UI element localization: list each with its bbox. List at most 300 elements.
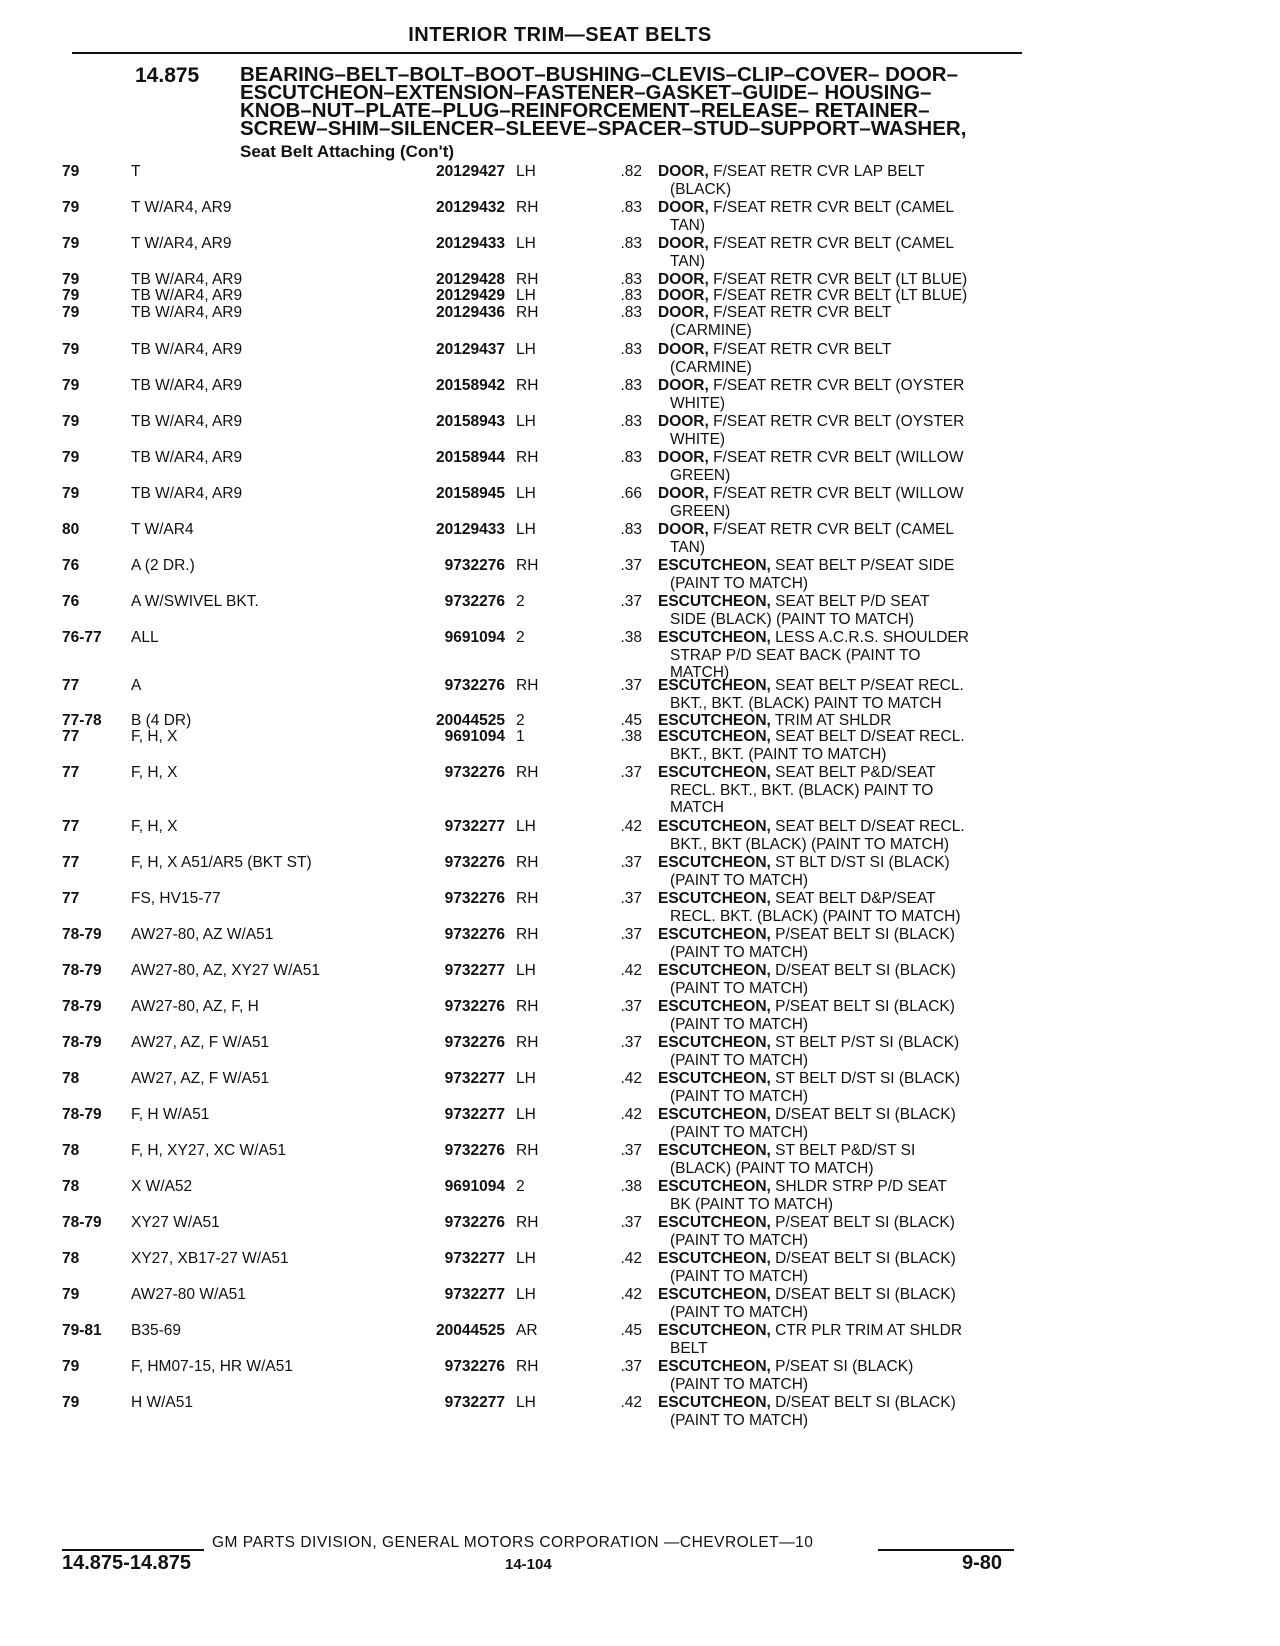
row-description	[658, 1322, 1020, 1357]
row-model: F, H, XY27, XC W/A51	[131, 1142, 287, 1159]
row-item-name: ESCUTCHEON,	[658, 1070, 771, 1087]
row-desc-line: SEAT BELT P/SEAT RECL.	[775, 677, 964, 694]
row-year: 79	[62, 449, 80, 466]
row-year: 79	[62, 1358, 80, 1375]
row-part-number: 9732277	[444, 818, 505, 835]
table-row	[0, 557, 1280, 597]
table-row	[0, 1286, 1280, 1326]
row-price: .37	[620, 677, 642, 694]
table-row	[0, 998, 1280, 1038]
row-quantity: 2	[516, 712, 525, 729]
table-row	[0, 1250, 1280, 1290]
row-model: AW27-80 W/A51	[131, 1286, 246, 1303]
row-model: B (4 DR)	[131, 712, 192, 729]
row-part-number: 20129437	[436, 341, 505, 358]
row-desc-line: F/SEAT RETR CVR BELT (LT BLUE)	[713, 287, 968, 304]
row-part-number: 20158943	[436, 413, 505, 430]
row-part-number: 9732276	[444, 1214, 505, 1231]
row-quantity: LH	[516, 818, 536, 835]
row-year: 77	[62, 890, 80, 907]
table-row	[0, 341, 1280, 381]
row-quantity: LH	[516, 485, 536, 502]
row-desc-line: (PAINT TO MATCH)	[670, 574, 809, 592]
row-desc-line: (PAINT TO MATCH)	[670, 1303, 809, 1321]
row-desc-line: RECL. BKT. (BLACK) (PAINT TO MATCH)	[670, 907, 961, 925]
table-row	[0, 1178, 1280, 1218]
row-part-number: 9732276	[444, 1034, 505, 1051]
row-desc-line: (PAINT TO MATCH)	[670, 979, 809, 997]
row-desc-line: P/SEAT BELT SI (BLACK)	[775, 998, 955, 1015]
row-quantity: LH	[516, 1394, 536, 1411]
row-part-number: 9732276	[444, 890, 505, 907]
row-desc-line: SEAT BELT P/SEAT SIDE	[775, 557, 955, 574]
footer-rule-right	[878, 1549, 1014, 1551]
row-desc-line: F/SEAT RETR CVR BELT (CAMEL	[713, 521, 954, 538]
table-row	[0, 818, 1280, 858]
row-year: 79	[62, 341, 80, 358]
row-description	[658, 1178, 1020, 1213]
row-model: X W/A52	[131, 1178, 193, 1195]
row-item-name: DOOR,	[658, 485, 709, 502]
row-model: F, HM07-15, HR W/A51	[131, 1358, 293, 1375]
row-price: .37	[620, 593, 642, 610]
footer-date: 9-80	[962, 1552, 1003, 1574]
row-part-number: 9691094	[444, 629, 505, 646]
footer-publisher: GM PARTS DIVISION, GENERAL MOTORS CORPORATION —CHEVROLET—10	[212, 1534, 814, 1551]
row-quantity: LH	[516, 1070, 536, 1087]
row-part-number: 9732277	[444, 1286, 505, 1303]
row-year: 78-79	[62, 926, 102, 943]
row-model: TB W/AR4, AR9	[131, 413, 243, 430]
row-model: AW27-80, AZ, XY27 W/A51	[131, 962, 320, 979]
row-desc-line: F/SEAT RETR CVR BELT (WILLOW	[713, 449, 964, 466]
row-desc-line: TRIM AT SHLDR	[774, 712, 892, 729]
row-desc-line: D/SEAT BELT SI (BLACK)	[775, 1394, 956, 1411]
row-price: .83	[620, 521, 642, 538]
row-quantity: 2	[516, 593, 525, 610]
row-price: .38	[620, 1178, 642, 1195]
row-item-name: DOOR,	[658, 235, 709, 252]
row-model: TB W/AR4, AR9	[131, 341, 243, 358]
table-row	[0, 1142, 1280, 1182]
row-part-number: 20158945	[436, 485, 505, 502]
table-row	[0, 1394, 1280, 1434]
table-row	[0, 1214, 1280, 1254]
row-desc-line: (PAINT TO MATCH)	[670, 871, 809, 889]
row-part-number: 20044525	[436, 712, 505, 729]
row-description	[658, 413, 1020, 448]
row-desc-line: ST BELT D/ST SI (BLACK)	[775, 1070, 961, 1087]
row-quantity: LH	[516, 1250, 536, 1267]
row-price: .83	[620, 304, 642, 321]
row-price: .83	[620, 449, 642, 466]
row-item-name: DOOR,	[658, 377, 709, 394]
row-part-number: 9691094	[444, 728, 505, 745]
row-description	[658, 926, 1020, 961]
row-description	[658, 235, 1020, 270]
row-desc-line: (PAINT TO MATCH)	[670, 1051, 809, 1069]
row-description	[658, 449, 1020, 484]
table-row	[0, 854, 1280, 894]
row-part-number: 20129433	[436, 521, 505, 538]
row-part-number: 20044525	[436, 1322, 505, 1339]
row-item-name: ESCUTCHEON,	[658, 1106, 771, 1123]
row-desc-line: SHLDR STRP P/D SEAT	[775, 1178, 947, 1195]
row-model: TB W/AR4, AR9	[131, 449, 243, 466]
row-item-name: ESCUTCHEON,	[658, 1394, 771, 1411]
row-item-name: ESCUTCHEON,	[658, 557, 771, 574]
title-rule	[72, 52, 1022, 54]
row-part-number: 20129428	[436, 271, 505, 288]
row-desc-line: BK (PAINT TO MATCH)	[670, 1195, 834, 1213]
row-model: FS, HV15-77	[131, 890, 221, 907]
row-item-name: ESCUTCHEON,	[658, 593, 771, 610]
row-description	[658, 271, 1020, 289]
row-year: 80	[62, 521, 80, 538]
row-price: .83	[620, 271, 642, 288]
table-row	[0, 890, 1280, 930]
row-desc-line: WHITE)	[670, 430, 726, 448]
row-price: .37	[620, 1214, 642, 1231]
row-desc-line: (PAINT TO MATCH)	[670, 1267, 809, 1285]
section-subtitle: Seat Belt Attaching (Con't)	[240, 142, 455, 161]
row-price: .83	[620, 287, 642, 304]
row-part-number: 9732277	[444, 962, 505, 979]
row-desc-line: MATCH	[670, 799, 724, 816]
row-desc-line: RECL. BKT., BKT. (BLACK) PAINT TO	[670, 781, 934, 799]
row-part-number: 20129433	[436, 235, 505, 252]
row-price: .83	[620, 235, 642, 252]
row-description	[658, 998, 1020, 1033]
row-desc-line: F/SEAT RETR CVR BELT (OYSTER	[713, 377, 965, 394]
row-desc-line: F/SEAT RETR CVR BELT (CAMEL	[713, 199, 954, 216]
row-part-number: 20129427	[436, 163, 505, 180]
row-desc-line: STRAP P/D SEAT BACK (PAINT TO	[670, 646, 921, 664]
row-year: 79	[62, 1286, 80, 1303]
row-quantity: RH	[516, 998, 539, 1015]
row-year: 77	[62, 818, 80, 835]
row-item-name: ESCUTCHEON,	[658, 998, 771, 1015]
row-model: T W/AR4, AR9	[131, 199, 232, 216]
row-item-name: DOOR,	[658, 521, 709, 538]
row-model: A W/SWIVEL BKT.	[131, 593, 259, 610]
footer-rule-left	[62, 1549, 204, 1551]
row-desc-line: (PAINT TO MATCH)	[670, 1015, 809, 1033]
row-part-number: 20129436	[436, 304, 505, 321]
row-description	[658, 341, 1020, 376]
row-item-name: ESCUTCHEON,	[658, 677, 771, 694]
row-part-number: 20129432	[436, 199, 505, 216]
row-description	[658, 1358, 1020, 1393]
row-price: .37	[620, 998, 642, 1015]
row-year: 78-79	[62, 998, 102, 1015]
row-price: .66	[620, 485, 642, 502]
row-item-name: DOOR,	[658, 413, 709, 430]
table-row	[0, 1070, 1280, 1110]
table-row	[0, 764, 1280, 816]
row-desc-line: F/SEAT RETR CVR BELT (WILLOW	[713, 485, 964, 502]
row-desc-line: D/SEAT BELT SI (BLACK)	[775, 962, 956, 979]
row-desc-line: (PAINT TO MATCH)	[670, 1411, 809, 1429]
row-price: .83	[620, 199, 642, 216]
row-part-number: 9732277	[444, 1106, 505, 1123]
row-description	[658, 890, 1020, 925]
row-part-number: 9732276	[444, 998, 505, 1015]
row-item-name: ESCUTCHEON,	[658, 1178, 771, 1195]
row-model: F, H, X A51/AR5 (BKT ST)	[131, 854, 312, 871]
row-desc-line: (PAINT TO MATCH)	[670, 1231, 809, 1249]
row-model: T W/AR4	[131, 521, 194, 538]
row-desc-line: MATCH)	[670, 664, 730, 681]
table-row	[0, 449, 1280, 489]
row-desc-line: GREEN)	[670, 466, 731, 484]
row-part-number: 20129429	[436, 287, 505, 304]
table-row	[0, 728, 1280, 768]
row-desc-line: D/SEAT BELT SI (BLACK)	[775, 1250, 956, 1267]
row-item-name: ESCUTCHEON,	[658, 890, 771, 907]
row-desc-line: (PAINT TO MATCH)	[670, 1123, 809, 1141]
table-row	[0, 677, 1280, 717]
row-price: .37	[620, 926, 642, 943]
row-desc-line: D/SEAT BELT SI (BLACK)	[775, 1286, 956, 1303]
row-item-name: ESCUTCHEON,	[658, 1250, 771, 1267]
row-model: AW27-80, AZ, F, H	[131, 998, 259, 1015]
row-quantity: RH	[516, 1214, 539, 1231]
row-desc-line: ST BELT P/ST SI (BLACK)	[775, 1034, 960, 1051]
row-part-number: 9732276	[444, 593, 505, 610]
row-price: .37	[620, 1034, 642, 1051]
row-price: .42	[620, 1394, 642, 1411]
row-quantity: 2	[516, 1178, 525, 1195]
row-desc-line: TAN)	[670, 252, 706, 270]
row-year: 78	[62, 1178, 80, 1195]
row-price: .42	[620, 1106, 642, 1123]
section-number: 14.875	[135, 64, 200, 87]
row-year: 79	[62, 377, 80, 394]
row-desc-line: F/SEAT RETR CVR BELT (OYSTER	[713, 413, 965, 430]
row-item-name: ESCUTCHEON,	[658, 1286, 771, 1303]
row-year: 79	[62, 271, 80, 288]
row-item-name: DOOR,	[658, 163, 709, 180]
row-item-name: ESCUTCHEON,	[658, 1322, 771, 1339]
row-year: 78-79	[62, 962, 102, 979]
row-desc-line: SIDE (BLACK) (PAINT TO MATCH)	[670, 610, 915, 628]
table-row	[0, 521, 1280, 561]
section-heading-line: SCREW–SHIM–SILENCER–SLEEVE–SPACER–STUD–SUPPORT–WASHER,	[240, 117, 967, 140]
row-description	[658, 728, 1020, 763]
row-description	[658, 199, 1020, 234]
section-heading-line: BEARING–BELT–BOLT–BOOT–BUSHING–CLEVIS–CLIP–COVER– DOOR–	[240, 63, 959, 86]
footer-page-number: 14-104	[505, 1556, 552, 1573]
row-item-name: ESCUTCHEON,	[658, 712, 771, 729]
row-quantity: 2	[516, 629, 525, 646]
row-item-name: ESCUTCHEON,	[658, 1142, 771, 1159]
table-row	[0, 199, 1280, 239]
row-description	[658, 1034, 1020, 1069]
page-title: INTERIOR TRIM—SEAT BELTS	[408, 24, 712, 46]
row-desc-line: (BLACK) (PAINT TO MATCH)	[670, 1159, 874, 1177]
row-part-number: 9732276	[444, 1142, 505, 1159]
row-price: .45	[620, 1322, 642, 1339]
table-row	[0, 1358, 1280, 1398]
row-quantity: LH	[516, 413, 536, 430]
row-description	[658, 163, 1020, 198]
row-desc-line: SEAT BELT P&D/SEAT	[775, 764, 936, 781]
row-year: 79	[62, 199, 80, 216]
row-item-name: DOOR,	[658, 199, 709, 216]
row-description	[658, 1070, 1020, 1105]
row-model: F, H W/A51	[131, 1106, 210, 1123]
row-model: ALL	[131, 629, 159, 646]
table-row	[0, 485, 1280, 525]
row-price: .42	[620, 1250, 642, 1267]
row-model: A	[131, 677, 142, 694]
row-description	[658, 962, 1020, 997]
table-row	[0, 413, 1280, 453]
row-price: .42	[620, 1070, 642, 1087]
row-desc-line: (CARMINE)	[670, 358, 752, 376]
row-description	[658, 764, 1020, 817]
footer-range: 14.875-14.875	[62, 1552, 192, 1574]
row-part-number: 9732276	[444, 1358, 505, 1375]
row-desc-line: P/SEAT BELT SI (BLACK)	[775, 926, 955, 943]
row-year: 79	[62, 304, 80, 321]
row-desc-line: (CARMINE)	[670, 321, 752, 339]
row-desc-line: CTR PLR TRIM AT SHLDR	[775, 1322, 963, 1339]
row-desc-line: TAN)	[670, 216, 706, 234]
row-year: 77-78	[62, 712, 102, 729]
row-desc-line: F/SEAT RETR CVR BELT	[713, 304, 892, 321]
row-quantity: LH	[516, 287, 536, 304]
row-price: .37	[620, 557, 642, 574]
row-desc-line: BELT	[670, 1339, 708, 1357]
row-price: .42	[620, 1286, 642, 1303]
row-desc-line: F/SEAT RETR CVR BELT (LT BLUE)	[713, 271, 968, 288]
row-description	[658, 854, 1020, 889]
row-description	[658, 304, 1020, 339]
row-desc-line: TAN)	[670, 538, 706, 556]
row-desc-line: F/SEAT RETR CVR LAP BELT	[713, 163, 925, 180]
row-desc-line: BKT., BKT (BLACK) (PAINT TO MATCH)	[670, 835, 950, 853]
row-year: 77	[62, 728, 80, 745]
row-description	[658, 712, 1020, 730]
row-model: B35-69	[131, 1322, 181, 1339]
row-desc-line: SEAT BELT D/SEAT RECL.	[775, 728, 965, 745]
row-model: T	[131, 163, 141, 180]
row-item-name: ESCUTCHEON,	[658, 818, 771, 835]
row-model: F, H, X	[131, 764, 178, 781]
row-model: H W/A51	[131, 1394, 194, 1411]
row-price: .42	[620, 818, 642, 835]
row-model: AW27, AZ, F W/A51	[131, 1070, 270, 1087]
row-item-name: ESCUTCHEON,	[658, 926, 771, 943]
section-heading-line: ESCUTCHEON–EXTENSION–FASTENER–GASKET–GUIDE– HOUSING–	[240, 81, 932, 104]
row-desc-line: (PAINT TO MATCH)	[670, 1087, 809, 1105]
row-part-number: 9732276	[444, 926, 505, 943]
row-desc-line: GREEN)	[670, 502, 731, 520]
row-year: 79	[62, 287, 80, 304]
row-part-number: 20158942	[436, 377, 505, 394]
row-description	[658, 1106, 1020, 1141]
row-desc-line: (PAINT TO MATCH)	[670, 1375, 809, 1393]
row-price: .37	[620, 1358, 642, 1375]
row-part-number: 9732277	[444, 1250, 505, 1267]
row-year: 79	[62, 413, 80, 430]
row-price: .37	[620, 890, 642, 907]
row-desc-line: SEAT BELT P/D SEAT	[775, 593, 930, 610]
row-model: F, H, X	[131, 818, 178, 835]
row-year: 78-79	[62, 1106, 102, 1123]
row-part-number: 9691094	[444, 1178, 505, 1195]
row-year: 76	[62, 557, 80, 574]
table-row	[0, 1322, 1280, 1362]
row-price: .38	[620, 629, 642, 646]
row-desc-line: (PAINT TO MATCH)	[670, 943, 809, 961]
row-year: 79	[62, 1394, 80, 1411]
row-year: 78-79	[62, 1034, 102, 1051]
row-model: TB W/AR4, AR9	[131, 485, 243, 502]
row-model: TB W/AR4, AR9	[131, 287, 243, 304]
row-description	[658, 377, 1020, 412]
row-quantity: 1	[516, 728, 525, 745]
row-quantity: RH	[516, 449, 539, 466]
row-description	[658, 521, 1020, 556]
row-part-number: 9732276	[444, 764, 505, 781]
row-part-number: 9732276	[444, 677, 505, 694]
row-desc-line: ST BELT P&D/ST SI	[775, 1142, 916, 1159]
row-model: TB W/AR4, AR9	[131, 377, 243, 394]
table-row	[0, 926, 1280, 966]
row-description	[658, 593, 1020, 628]
row-price: .37	[620, 764, 642, 781]
row-quantity: RH	[516, 854, 539, 871]
row-quantity: RH	[516, 377, 539, 394]
row-year: 76	[62, 593, 80, 610]
row-quantity: RH	[516, 926, 539, 943]
table-row	[0, 962, 1280, 1002]
row-desc-line: ST BLT D/ST SI (BLACK)	[775, 854, 950, 871]
row-model: AW27, AZ, F W/A51	[131, 1034, 270, 1051]
row-item-name: ESCUTCHEON,	[658, 629, 771, 646]
row-item-name: ESCUTCHEON,	[658, 854, 771, 871]
row-item-name: ESCUTCHEON,	[658, 1214, 771, 1231]
row-quantity: RH	[516, 199, 539, 216]
row-quantity: RH	[516, 271, 539, 288]
table-row	[0, 1034, 1280, 1074]
section-heading-line: KNOB–NUT–PLATE–PLUG–REINFORCEMENT–RELEASE– RETAINER–	[240, 99, 930, 122]
row-desc-line: BKT., BKT. (BLACK) PAINT TO MATCH	[670, 694, 942, 712]
row-model: XY27 W/A51	[131, 1214, 220, 1231]
row-quantity: LH	[516, 962, 536, 979]
row-year: 78-79	[62, 1214, 102, 1231]
row-description	[658, 485, 1020, 520]
row-year: 77	[62, 854, 80, 871]
row-item-name: ESCUTCHEON,	[658, 1034, 771, 1051]
row-quantity: RH	[516, 1358, 539, 1375]
row-year: 78	[62, 1142, 80, 1159]
row-price: .38	[620, 728, 642, 745]
row-item-name: ESCUTCHEON,	[658, 728, 771, 745]
row-desc-line: LESS A.C.R.S. SHOULDER	[775, 629, 969, 646]
row-year: 79-81	[62, 1322, 102, 1339]
row-year: 78	[62, 1070, 80, 1087]
row-quantity: LH	[516, 341, 536, 358]
row-description	[658, 677, 1020, 712]
row-price: .45	[620, 712, 642, 729]
row-item-name: ESCUTCHEON,	[658, 1358, 771, 1375]
row-part-number: 20158944	[436, 449, 505, 466]
row-year: 76-77	[62, 629, 102, 646]
